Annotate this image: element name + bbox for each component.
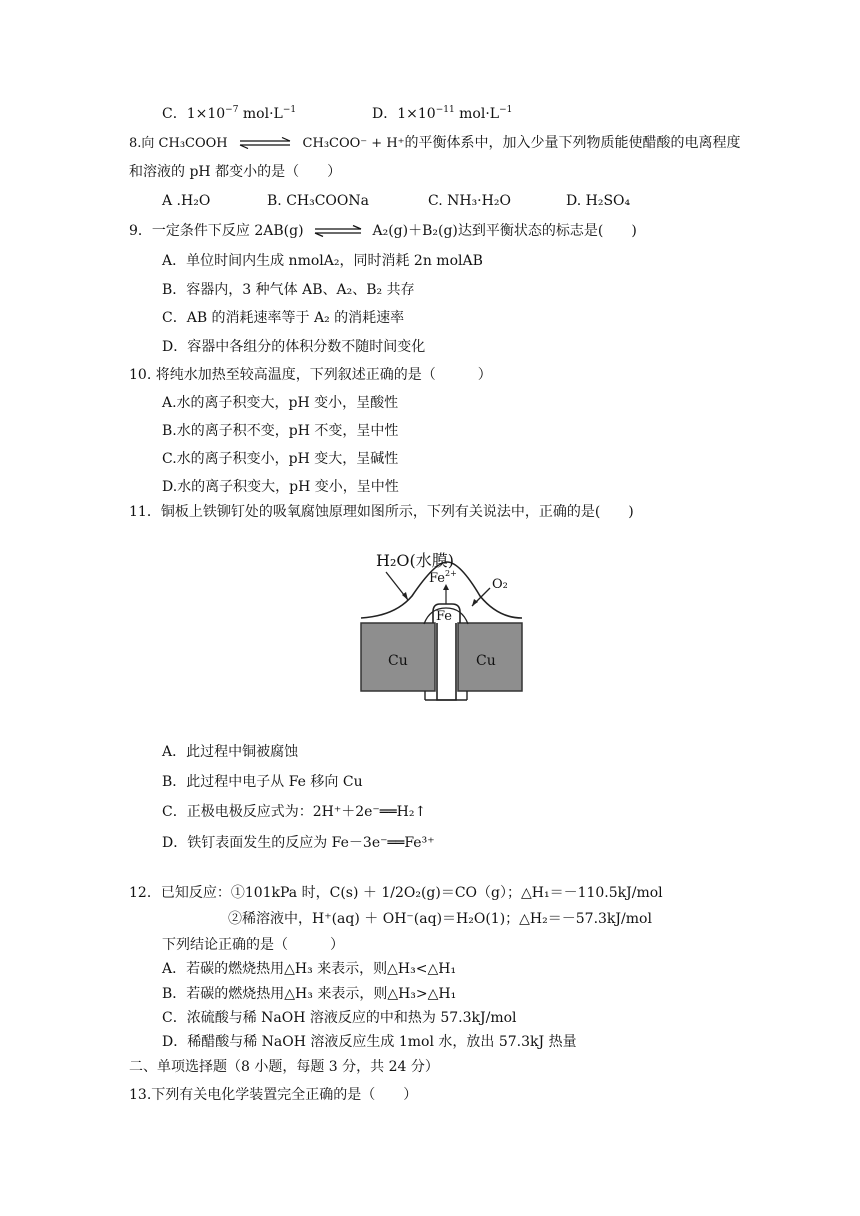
q13-stem: 13.下列有关电化学装置完全正确的是（ ） — [129, 1087, 418, 1103]
q11-option-d: D．铁钉表面发生的反应为 Fe－3e⁻══Fe³⁺ — [162, 835, 435, 851]
q12-stem-line2: ②稀溶液中，H⁺(aq) ＋ OH⁻(aq)＝H₂O(1)；△H₂＝－57.3kJ/mol — [228, 911, 652, 927]
q10-option-d: D.水的离子积变大，pH 变小，呈中性 — [162, 479, 399, 495]
q12-option-c: C．浓硫酸与稀 NaOH 溶液反应的中和热为 57.3kJ/mol — [162, 1010, 517, 1026]
q12-stem-line3: 下列结论正确的是（ ） — [162, 937, 344, 953]
q10-option-b: B.水的离子积不变，pH 不变，呈中性 — [162, 423, 399, 439]
q7-option-c: C．$1\times 10^{-7}$ $mol\cdot L^{-1}$ — [162, 105, 297, 122]
fe2-label: $Fe^{2+}$ — [429, 569, 457, 586]
q9-option-b: B．容器内，3 种气体 AB、A₂、B₂ 共存 — [162, 282, 415, 298]
equilibrium-arrow-icon — [312, 225, 364, 237]
q12-option-b: B．若碳的燃烧热用△H₃ 来表示，则△H₃>△H₁ — [162, 986, 457, 1002]
q9-option-a: A．单位时间内生成 nmolA₂，同时消耗 2n molAB — [162, 253, 483, 269]
q10-option-a: A.水的离子积变大，pH 变小，呈酸性 — [162, 395, 399, 411]
q9-stem: 9．一定条件下反应 2AB(g) A₂(g)＋B₂(g)达到平衡状态的标志是( ) — [129, 223, 637, 239]
q9-option-d: D．容器中各组分的体积分数不随时间变化 — [162, 339, 426, 355]
q10-stem: 10. 将纯水加热至较高温度，下列叙述正确的是（ ） — [129, 367, 492, 383]
q12-stem-line1: 12．已知反应：①101kPa 时，C(s) ＋ 1/2O₂(g)＝CO（g）；△H₁＝－110.5kJ/mol — [129, 885, 663, 901]
q8-stem-line2: 和溶液的 pH 都变小的是（ ） — [129, 164, 342, 180]
q10-option-c: C.水的离子积变小，pH 变大，呈碱性 — [162, 451, 399, 467]
q8-option-c: C. NH₃·H₂O — [428, 193, 511, 209]
corrosion-diagram — [340, 538, 540, 728]
cu-left-label: Cu — [388, 653, 408, 669]
o2-label: O₂ — [492, 577, 508, 592]
q9-option-c: C．AB 的消耗速率等于 A₂ 的消耗速率 — [162, 310, 405, 326]
q11-option-b: B．此过程中电子从 Fe 移向 Cu — [162, 774, 363, 790]
water-film-label: H₂O(水膜) — [376, 551, 454, 570]
q11-option-c: C．正极电极反应式为：2H⁺＋2e⁻══H₂↑ — [162, 804, 427, 820]
q11-option-a: A．此过程中铜被腐蚀 — [162, 744, 299, 760]
q8-option-b: B. CH₃COONa — [267, 193, 369, 209]
q12-option-d: D．稀醋酸与稀 NaOH 溶液反应生成 1mol 水，放出 57.3kJ 热量 — [162, 1034, 577, 1050]
q11-stem: 11．铜板上铁铆钉处的吸氧腐蚀原理如图所示，下列有关说法中，正确的是( ) — [129, 504, 634, 520]
section-heading: 二、单项选择题（8 小题，每题 3 分，共 24 分） — [129, 1059, 439, 1075]
q12-option-a: A．若碳的燃烧热用△H₃ 来表示，则△H₃<△H₁ — [162, 961, 457, 977]
q7-option-d: D．$1\times 10^{-11}$ $mol\cdot L^{-1}$ — [372, 105, 513, 122]
cu-right-label: Cu — [476, 653, 496, 669]
equilibrium-arrow-icon — [236, 137, 294, 149]
q8-stem-line1: 8.向 CH₃COOH CH₃COO⁻ + H⁺的平衡体系中，加入少量下列物质能使醋酸的电离程度 — [129, 135, 741, 151]
q8-option-d: D. H₂SO₄ — [566, 193, 631, 209]
q8-option-a: A .H₂O — [162, 193, 211, 209]
fe-label: Fe — [436, 609, 453, 624]
